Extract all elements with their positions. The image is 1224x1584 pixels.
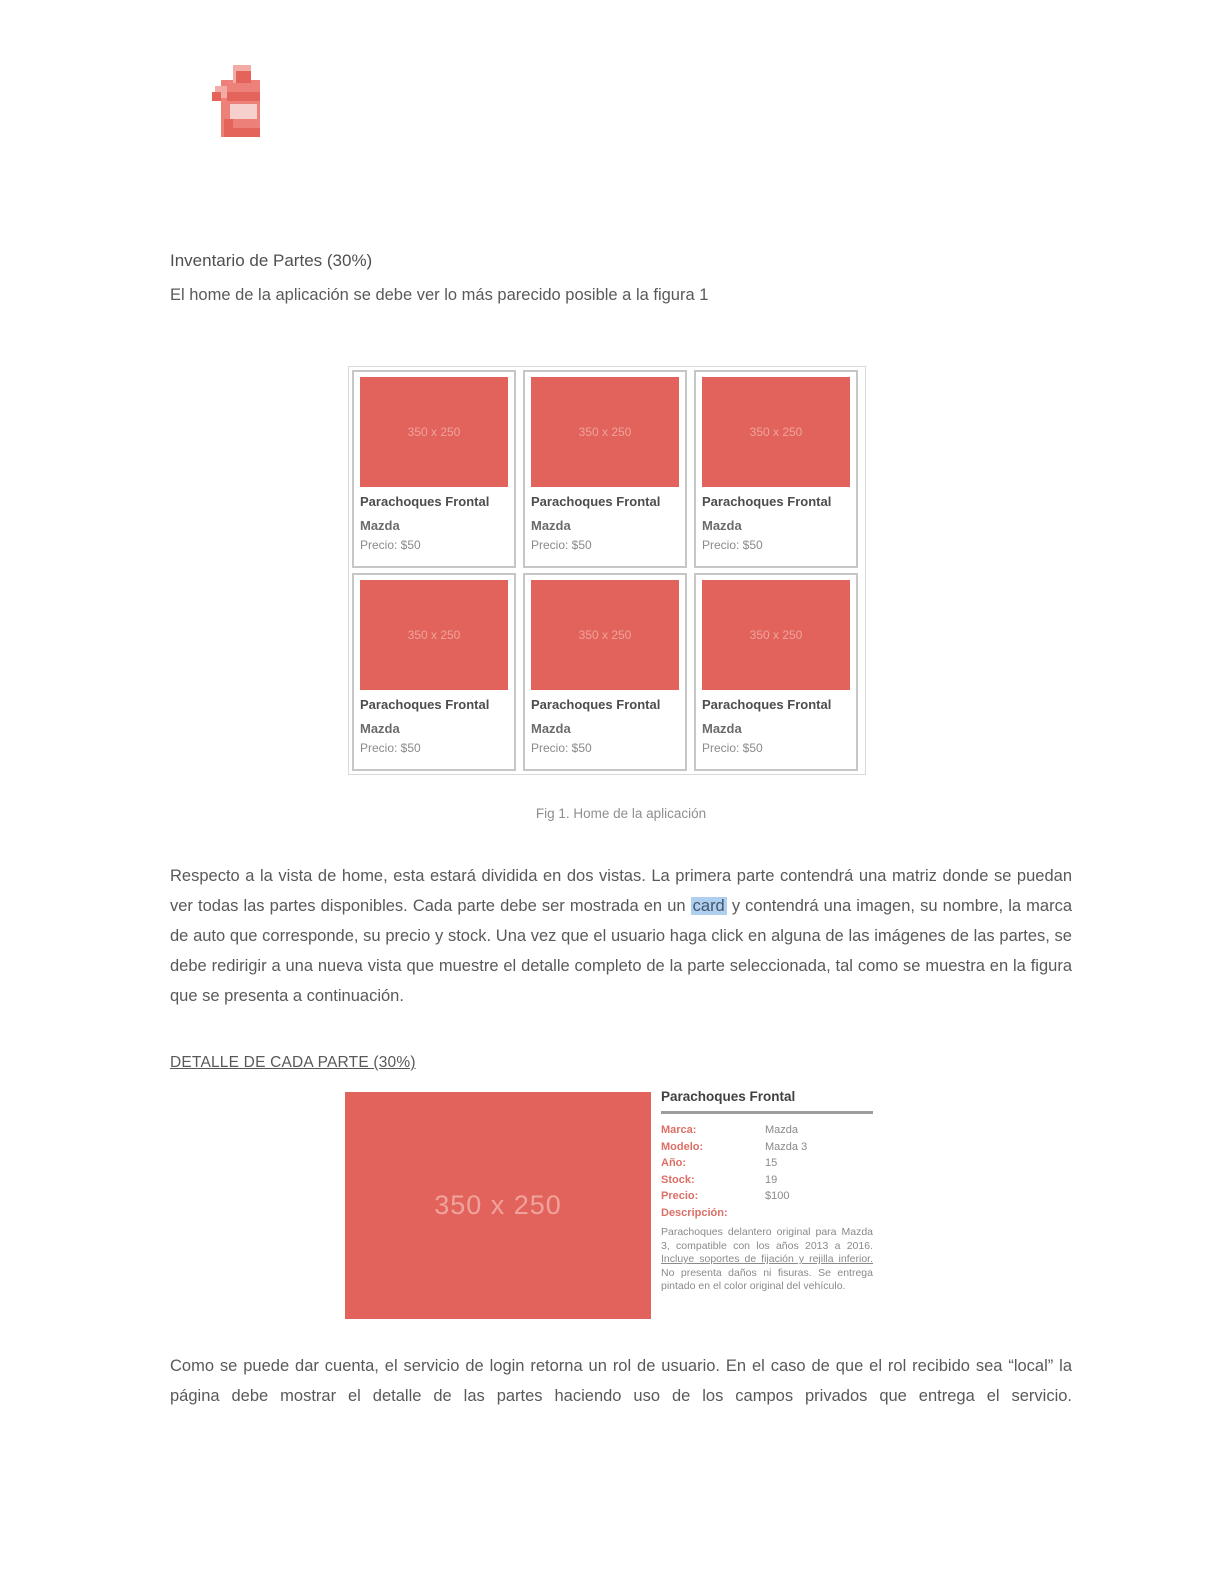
section-detail-heading: DETALLE DE CADA PARTE (30%)	[170, 1054, 416, 1071]
closing-paragraph: Como se puede dar cuenta, el servicio de login retorna un rol de usuario. En el caso de que el rol recibido sea “local” la página debe mostrar el detalle de las partes haciendo uso de los campos privados que entrega el servicio.	[170, 1357, 1072, 1405]
image-size-label: 350 x 250	[407, 628, 461, 642]
field-label: Modelo:	[661, 1140, 704, 1153]
part-title: Parachoques Frontal	[531, 494, 661, 509]
part-image-placeholder	[360, 377, 508, 487]
part-detail-panel	[661, 1089, 873, 1294]
image-size-label: 350 x 250	[578, 425, 632, 439]
part-price: Precio: $50	[702, 538, 763, 552]
highlighted-word: card	[692, 897, 725, 915]
home-intro-text: El home de la aplicación se debe ver lo más parecido posible a la figura 1	[170, 286, 709, 304]
home-description-paragraph	[170, 861, 1072, 1011]
field-label: Marca:	[661, 1124, 697, 1136]
detail-part-description	[661, 1226, 873, 1294]
paragraph-text: Respecto a la vista de home, esta estará dividida en dos vistas. La primera parte contendrá una matriz donde se puedan ver todas las partes disponibles. Cada parte debe ser mostrada en un	[170, 867, 1072, 915]
image-size-label: 350 x 250	[578, 628, 632, 642]
part-card	[352, 370, 516, 568]
part-card	[523, 370, 687, 568]
part-image-placeholder	[360, 580, 508, 690]
part-price: Precio: $50	[531, 538, 592, 552]
detail-image-placeholder	[345, 1092, 651, 1319]
description-text: No presenta daños ni fisuras. Se entrega pintado en el color original del vehículo.	[661, 1266, 873, 1292]
part-title: Parachoques Frontal	[531, 697, 661, 712]
part-price: Precio: $50	[360, 741, 421, 755]
part-brand: Mazda	[702, 721, 742, 736]
part-image-placeholder	[702, 377, 850, 487]
part-brand: Mazda	[360, 518, 400, 533]
field-label: Stock:	[661, 1173, 695, 1186]
field-value: 19	[765, 1173, 778, 1186]
detail-field-row	[661, 1155, 873, 1172]
parts-card-grid	[348, 366, 866, 775]
part-price: Precio: $50	[360, 538, 421, 552]
description-underlined-text: Incluye soportes de fijación y rejilla inferior.	[661, 1253, 873, 1265]
detail-field-row	[661, 1139, 873, 1156]
part-card	[694, 573, 858, 771]
field-value: 15	[765, 1157, 778, 1169]
part-title: Parachoques Frontal	[702, 697, 832, 712]
part-card	[523, 573, 687, 771]
university-crest-icon	[206, 62, 272, 140]
part-image-placeholder	[702, 580, 850, 690]
image-size-label: 350 x 250	[749, 628, 803, 642]
field-value: Mazda 3	[765, 1140, 808, 1153]
part-brand: Mazda	[531, 721, 571, 736]
divider	[661, 1111, 873, 1114]
field-label: Año:	[661, 1157, 687, 1169]
image-size-label: 350 x 250	[407, 425, 461, 439]
part-card	[352, 573, 516, 771]
part-price: Precio: $50	[531, 741, 592, 755]
field-value: Mazda	[765, 1124, 799, 1136]
field-value: $100	[765, 1190, 790, 1202]
section-home-heading: Inventario de Partes (30%)	[170, 251, 373, 270]
detail-field-row	[661, 1122, 873, 1139]
paragraph-text: y contendrá una imagen, su nombre, la marca de auto que corresponde, su precio y stock. Una vez que el usuario haga click en alguna de las imágenes de las partes, se debe redirigir a una nueva vista que muestre el detalle completo de la parte seleccionada, tal como se muestra en la figura que se presenta a continuación.	[170, 897, 1072, 1005]
field-label: Precio:	[661, 1190, 699, 1202]
description-text: Parachoques delantero original para Mazda 3, compatible con los años 2013 a 2016.	[661, 1226, 873, 1252]
part-price: Precio: $50	[702, 741, 763, 755]
image-size-label: 350 x 250	[434, 1190, 562, 1220]
detail-field-row	[661, 1205, 873, 1222]
image-size-label: 350 x 250	[749, 425, 803, 439]
field-label: Descripción:	[661, 1206, 728, 1219]
part-card	[694, 370, 858, 568]
detail-part-title: Parachoques Frontal	[661, 1089, 796, 1104]
part-image-placeholder	[531, 580, 679, 690]
part-title: Parachoques Frontal	[360, 697, 490, 712]
part-title: Parachoques Frontal	[360, 494, 490, 509]
part-brand: Mazda	[360, 721, 400, 736]
part-brand: Mazda	[702, 518, 742, 533]
figure-caption: Fig 1. Home de la aplicación	[535, 806, 707, 821]
part-title: Parachoques Frontal	[702, 494, 832, 509]
detail-field-row	[661, 1172, 873, 1189]
part-image-placeholder	[531, 377, 679, 487]
detail-field-row	[661, 1188, 873, 1205]
part-brand: Mazda	[531, 518, 571, 533]
